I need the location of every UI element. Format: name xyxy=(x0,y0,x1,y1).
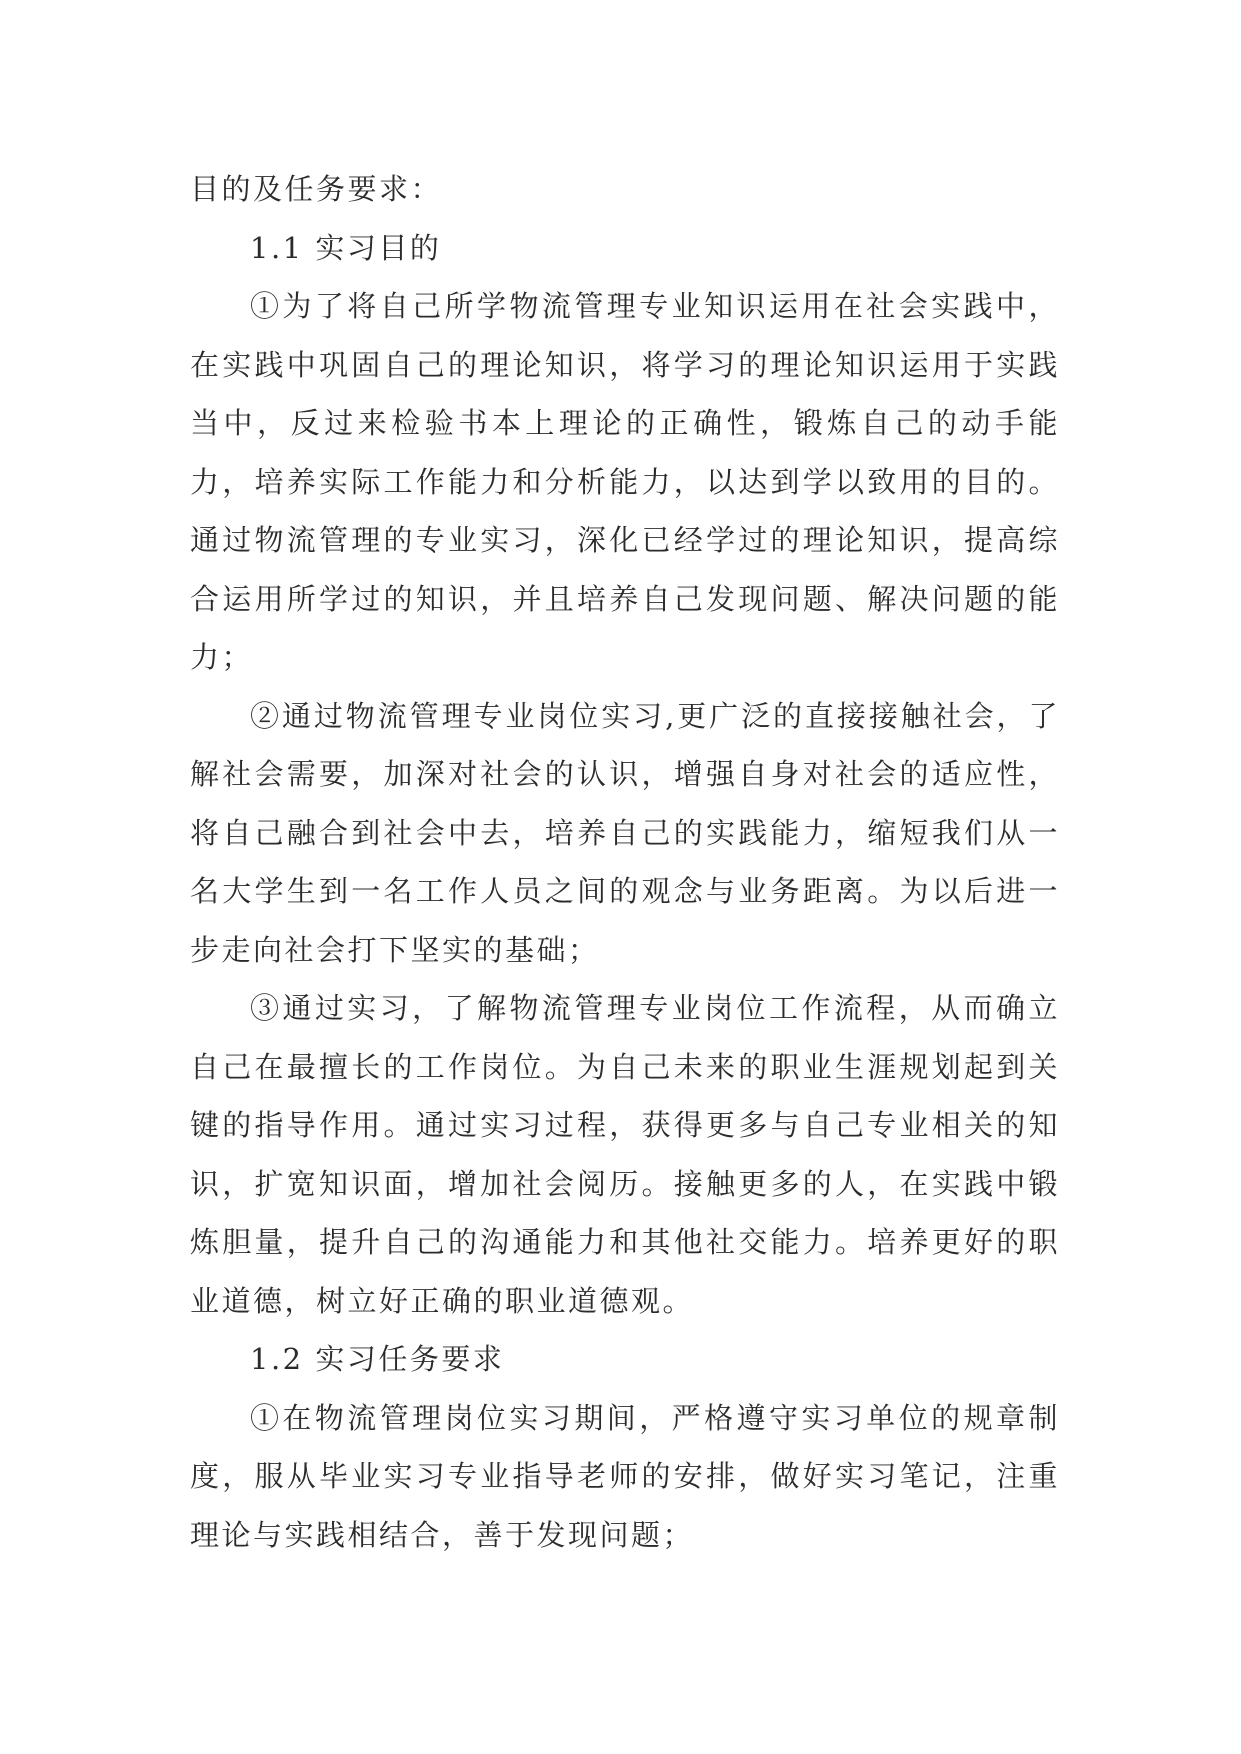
purpose-item-1: ①为了将自己所学物流管理专业知识运用在社会实践中，在实践中巩固自己的理论知识，将学习的理论知识运用于实践当中，反过来检验书本上理论的正确性，锻炼自己的动手能力，培养实际工作能力和分析能力，以达到学以致用的目的。通过物流管理的专业实习，深化已经学过的理论知识，提高综合运用所学过的知识，并且培养自己发现问题、解决问题的能力； xyxy=(190,289,1060,674)
intro-line: 目的及任务要求： xyxy=(190,172,443,206)
task-item-1: ①在物流管理岗位实习期间，严格遵守实习单位的规章制度，服从毕业实习专业指导老师的安排，做好实习笔记，注重理论与实践相结合，善于发现问题； xyxy=(190,1400,1060,1552)
section-heading-1-1: 1.1 实习目的 xyxy=(250,230,442,265)
section-heading-1-2: 1.2 实习任务要求 xyxy=(250,1342,505,1376)
document-body xyxy=(190,160,1060,1564)
purpose-item-2: ②通过物流管理专业岗位实习,更广泛的直接接触社会，了解社会需要，加深对社会的认识，增强自身对社会的适应性，将自己融合到社会中去，培养自己的实践能力，缩短我们从一名大学生到一名工作人员之间的观念与业务距离。为以后进一步走向社会打下坚实的基础； xyxy=(190,698,1060,967)
purpose-item-3: ③通过实习，了解物流管理专业岗位工作流程，从而确立自己在最擅长的工作岗位。为自己未来的职业生涯规划起到关键的指导作用。通过实习过程，获得更多与自己专业相关的知识，扩宽知识面，增加社会阅历。接触更多的人，在实践中锻炼胆量，提升自己的沟通能力和其他社交能力。培养更好的职业道德，树立好正确的职业道德观。 xyxy=(190,991,1060,1318)
